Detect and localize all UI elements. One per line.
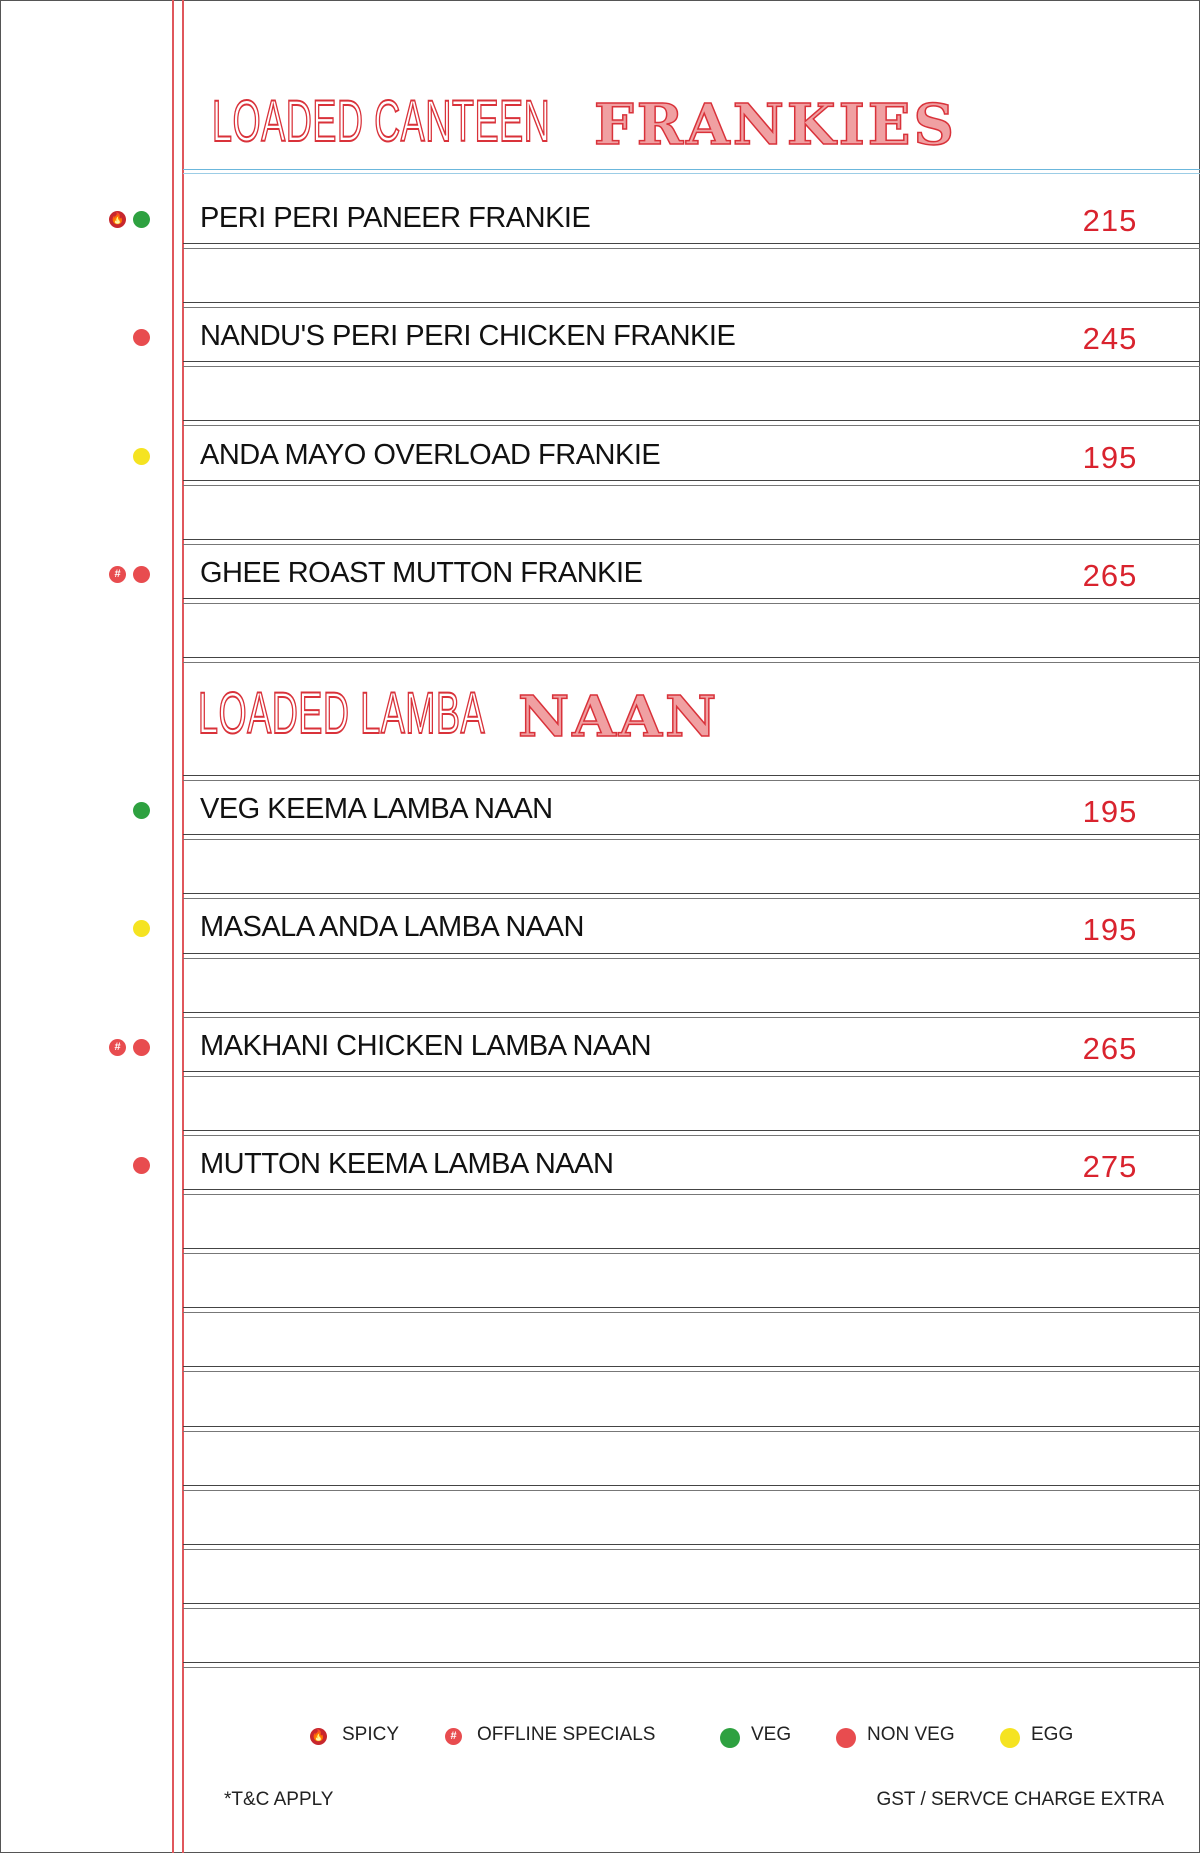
section-title-naan [198,680,720,750]
item-name: MUTTON KEEMA LAMBA NAAN [200,1147,614,1180]
legend-offline: OFFLINE SPECIALS [477,1724,656,1745]
item-name: VEG KEEMA LAMBA NAAN [200,793,553,825]
margin-line [172,0,174,1853]
ruled-line [183,1485,1200,1491]
ruled-line [183,539,1200,545]
flame-icon: 🔥 [310,1728,327,1745]
ruled-line [183,1662,1200,1668]
title-part: FRANKIES [594,92,957,158]
ruled-line [183,598,1200,604]
ruled-line [183,1189,1200,1195]
ruled-line [183,775,1200,781]
title-part: NAAN [518,684,720,750]
ruled-line [183,243,1200,249]
ruled-line [183,1426,1200,1432]
egg-dot-icon [1000,1728,1020,1748]
ruled-line [183,1544,1200,1550]
title-part: LOADED CANTEEN [212,89,551,154]
item-name: NANDU'S PERI PERI CHICKEN FRANKIE [200,320,736,353]
legend-nonveg: NON VEG [867,1724,955,1745]
ruled-line [183,420,1200,426]
ruled-line [183,953,1200,959]
item-name: GHEE ROAST MUTTON FRANKIE [200,556,643,589]
item-price: 195 [1082,439,1138,475]
flame-icon: 🔥 [109,211,126,228]
veg-dot-icon [720,1728,740,1748]
margin-line [182,0,184,1853]
ruled-line [183,480,1200,486]
legend-egg: EGG [1031,1724,1074,1745]
section-title-frankies [212,88,957,158]
item-name: ANDA MAYO OVERLOAD FRANKIE [200,438,661,471]
legend-veg: VEG [751,1724,792,1745]
ruled-line [183,1366,1200,1372]
terms-note: *T&C APPLY [224,1789,334,1810]
item-price: 215 [1082,203,1138,238]
legend-spicy: SPICY [342,1724,400,1745]
veg-dot-icon [133,802,150,819]
ruled-line [183,302,1200,308]
veg-dot-icon [133,211,150,228]
item-price: 245 [1082,321,1138,357]
nonveg-dot-icon [133,1157,150,1174]
ruled-line [183,657,1200,663]
ruled-line [183,1012,1200,1018]
ruled-line [183,1307,1200,1313]
ruled-line [183,1130,1200,1136]
ruled-line [183,1603,1200,1609]
tax-note: GST / SERVCE CHARGE EXTRA [876,1789,1164,1810]
item-price: 195 [1082,794,1138,829]
ruled-line [183,1071,1200,1077]
item-name: PERI PERI PANEER FRANKIE [200,202,591,234]
hash-icon: # [109,566,126,583]
item-price: 195 [1082,912,1138,948]
hash-icon: # [109,1039,126,1056]
ruled-line [183,1248,1200,1254]
item-name: MAKHANI CHICKEN LAMBA NAAN [200,1029,652,1062]
nonveg-dot-icon [836,1728,856,1748]
item-price: 265 [1082,1030,1138,1066]
title-part: LOADED LAMBA [198,681,486,746]
ruled-line [183,893,1200,899]
ruled-line [183,834,1200,840]
egg-dot-icon [133,448,150,465]
item-price: 265 [1082,557,1138,593]
header-rule [183,169,1200,174]
item-price: 275 [1082,1148,1138,1184]
nonveg-dot-icon [133,1039,150,1056]
item-name: MASALA ANDA LAMBA NAAN [200,911,584,944]
ruled-line [183,361,1200,367]
nonveg-dot-icon [133,566,150,583]
hash-icon: # [445,1728,462,1745]
